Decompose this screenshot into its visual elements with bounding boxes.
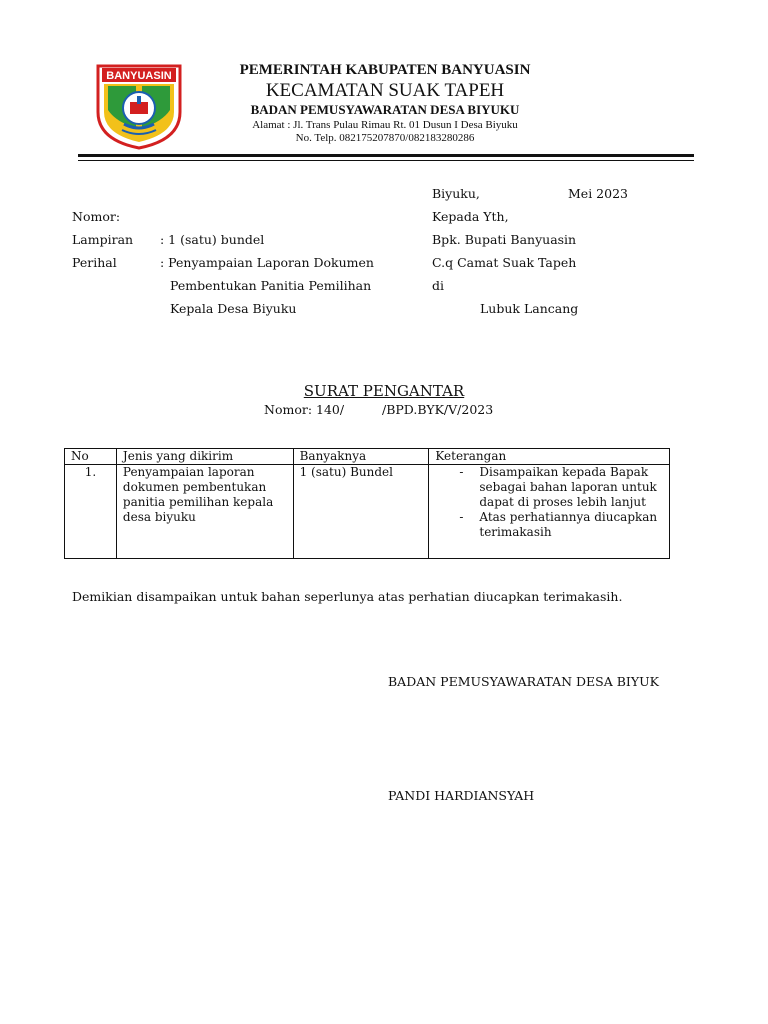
column-header-keterangan: Keterangan (429, 449, 670, 465)
letterhead-institution: BADAN PEMUSYAWARATAN DESA BIYUKU (250, 102, 520, 117)
document-number-suffix: /BPD.BYK/V/2023 (382, 402, 494, 417)
banyuasin-logo (94, 62, 184, 150)
keterangan-item-text: Atas perhatiannya diucapkan terimakasih (479, 510, 658, 539)
header-divider-thick (78, 154, 694, 157)
svg-text:BANYUASIN: BANYUASIN (106, 70, 172, 82)
lampiran-value: : 1 (satu) bundel (160, 232, 265, 247)
column-header-banyaknya: Banyaknya (293, 449, 429, 465)
keterangan-item: - Disampaikan kepada Bapak sebagai bahan laporan untuk dapat di proses lebih lanjut (459, 465, 657, 509)
letterhead-phone: No. Telp. 082175207870/082183280286 (295, 132, 475, 144)
column-header-no: No (65, 449, 117, 465)
signature-institution: BADAN PEMUSYAWARATAN DESA BIYUK (388, 674, 659, 689)
recipient-name: Bpk. Bupati Banyuasin (432, 232, 577, 247)
perihal-label: Perihal (72, 255, 117, 270)
lampiran-label: Lampiran (72, 232, 134, 247)
keterangan-item-text: Disampaikan kepada Bapak sebagai bahan laporan untuk dapat di proses lebih lanjut (479, 465, 657, 509)
keterangan-item: - Atas perhatiannya diucapkan terimakasih (459, 510, 658, 539)
cell-no: 1. (65, 465, 117, 559)
closing-statement: Demikian disampaikan untuk bahan seperlunya atas perhatian diucapkan terimakasih. (72, 589, 623, 604)
nomor-label: Nomor: (72, 209, 121, 224)
items-table (64, 448, 670, 559)
recipient-location: Lubuk Lancang (480, 301, 579, 316)
cell-keterangan (429, 465, 670, 559)
cell-banyaknya: 1 (satu) Bundel (293, 465, 429, 559)
letterhead-district: KECAMATAN SUAK TAPEH (265, 80, 505, 101)
letterhead-government: PEMERINTAH KABUPATEN BANYUASIN (239, 62, 531, 78)
table-row (65, 465, 670, 559)
letter-place: Biyuku, (432, 186, 480, 201)
document-number-prefix: Nomor: 140/ (264, 402, 345, 417)
letterhead-address: Alamat : Jl. Trans Pulau Rimau Rt. 01 Dusun I Desa Biyuku (252, 119, 518, 131)
table-header-row (65, 449, 670, 465)
document-title: SURAT PENGANTAR (303, 382, 465, 400)
recipient-greeting: Kepada Yth, (432, 209, 509, 224)
perihal-line-1: : Penyampaian Laporan Dokumen (160, 255, 374, 270)
cell-jenis: Penyampaian laporan dokumen pembentukan panitia pemilihan kepala desa biyuku (116, 465, 293, 559)
perihal-line-2: Pembentukan Panitia Pemilihan (170, 278, 372, 293)
header-divider-thin (78, 160, 694, 161)
signature-name: PANDI HARDIANSYAH (388, 788, 535, 803)
recipient-di: di (432, 278, 444, 293)
perihal-line-3: Kepala Desa Biyuku (170, 301, 297, 316)
letter-date: Mei 2023 (568, 186, 628, 201)
recipient-cq: C.q Camat Suak Tapeh (432, 255, 577, 270)
keterangan-list (435, 465, 663, 540)
column-header-jenis: Jenis yang dikirim (116, 449, 293, 465)
